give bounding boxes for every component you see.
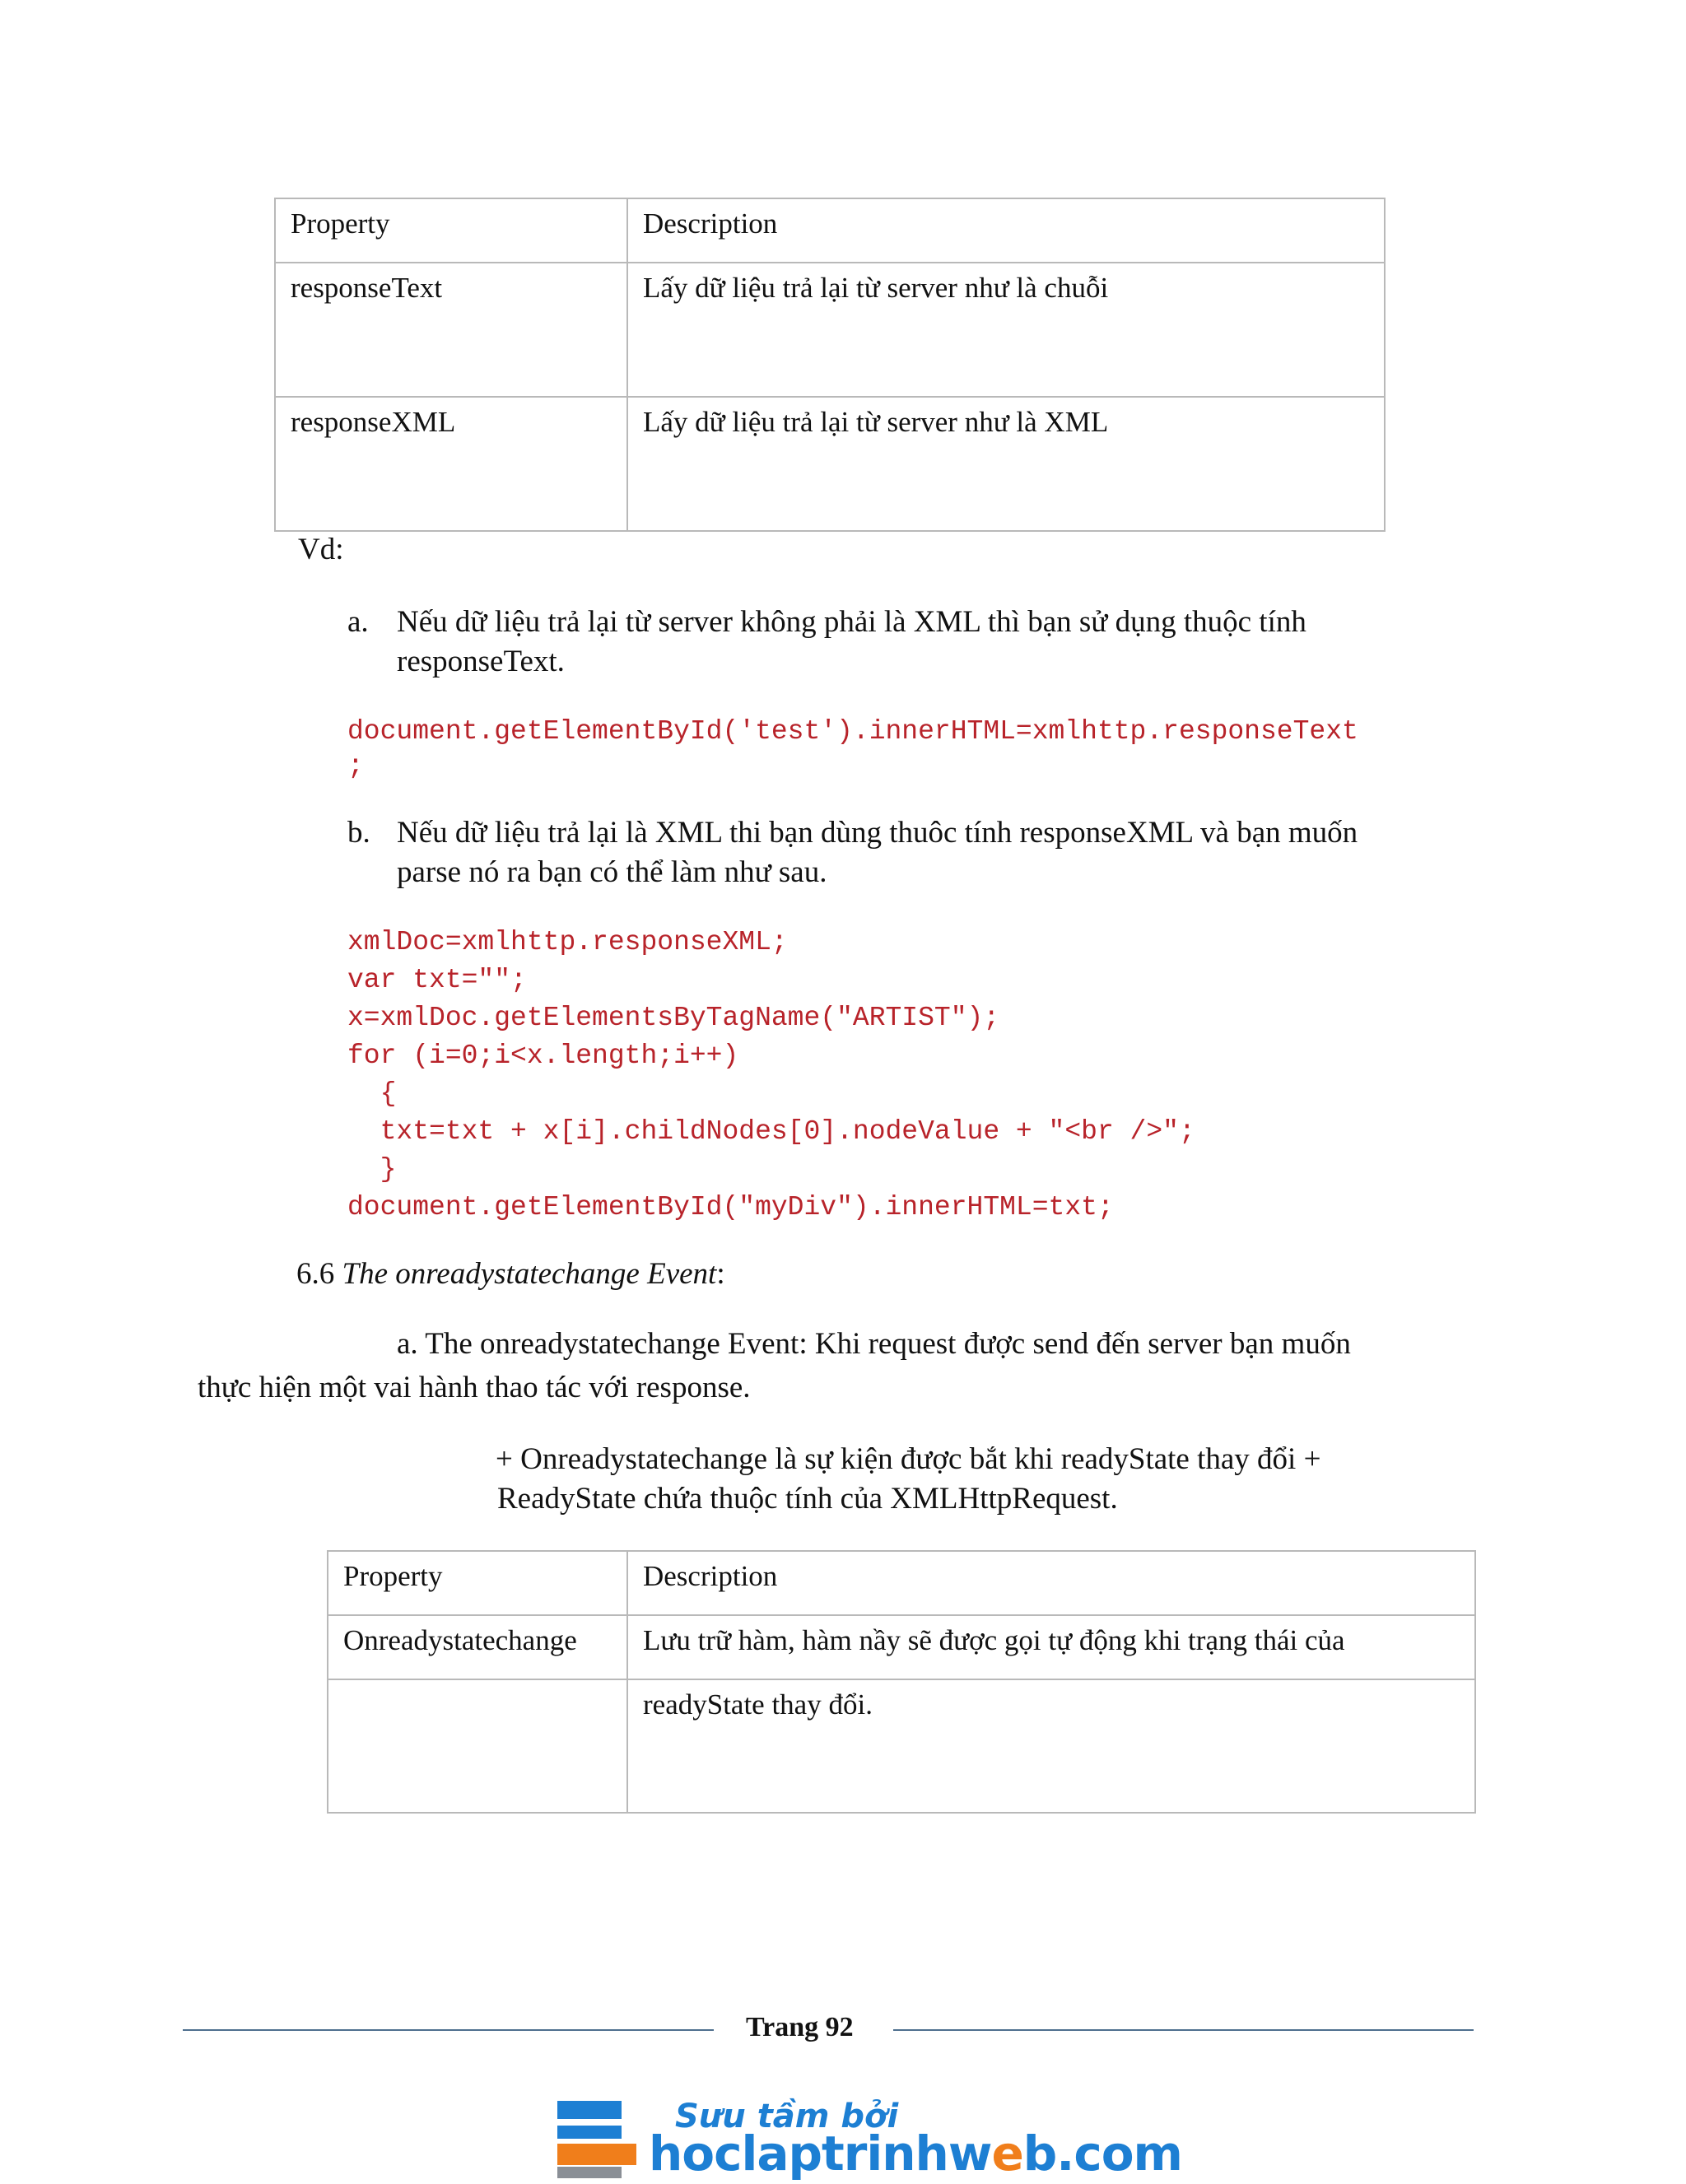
table-row	[328, 1615, 1475, 1679]
section-heading	[296, 1255, 725, 1294]
table-header-description: Description	[627, 198, 1385, 263]
page-number: Trang 92	[746, 2012, 854, 2042]
table-row	[275, 263, 1385, 397]
list-marker-a: a.	[347, 605, 369, 639]
list-item-a-line2: responseText.	[397, 645, 565, 678]
table-cell-property: responseXML	[275, 397, 627, 531]
logo-brand-part2: b.com	[1022, 2126, 1182, 2182]
properties-table-onreadystatechange	[327, 1550, 1476, 1814]
footer-rule-left	[183, 2029, 714, 2031]
code-line: txt=txt + x[i].childNodes[0].nodeValue + "<br />";	[347, 1116, 1195, 1147]
code-line: document.getElementById('test').innerHTML=xmlhttp.responseText	[347, 716, 1358, 747]
table-row	[328, 1679, 1475, 1813]
code-line: xmlDoc=xmlhttp.responseXML;	[347, 927, 788, 957]
code-block	[347, 924, 1195, 1227]
table-header-row	[328, 1551, 1475, 1615]
section-title: The onreadystatechange Event	[342, 1257, 717, 1291]
table-cell-description: Lấy dữ liệu trả lại từ server như là XML	[627, 397, 1385, 531]
table-cell-description: readyState thay đổi.	[627, 1679, 1475, 1813]
table-cell-description: Lưu trữ hàm, hàm nầy sẽ được gọi tự động khi trạng thái của	[627, 1615, 1475, 1679]
paragraph-line: a. The onreadystatechange Event: Khi request được send đến server bạn muốn	[397, 1327, 1351, 1361]
properties-table-response	[274, 198, 1386, 532]
note-line: + Onreadystatechange là sự kiện được bắt khi readyState thay đổi +	[496, 1442, 1321, 1476]
code-line: }	[347, 1154, 397, 1185]
table-header-property: Property	[275, 198, 627, 263]
code-line: var txt="";	[347, 965, 527, 995]
table-cell-description: Lấy dữ liệu trả lại từ server như là chuỗi	[627, 263, 1385, 397]
list-item-b-line1: Nếu dữ liệu trả lại là XML thi bạn dùng thuôc tính responseXML và bạn muốn	[397, 816, 1358, 850]
table-header-property: Property	[328, 1551, 627, 1615]
table-cell-property: responseText	[275, 263, 627, 397]
list-item-a-line1: Nếu dữ liệu trả lại từ server không phải là XML thì bạn sử dụng thuộc tính	[397, 605, 1306, 639]
list-marker-b: b.	[347, 816, 370, 850]
logo-brand-accent: e	[991, 2126, 1023, 2182]
table-header-description: Description	[627, 1551, 1475, 1615]
table-header-row	[275, 198, 1385, 263]
code-line: for (i=0;i<x.length;i++)	[347, 1041, 739, 1071]
code-line: {	[347, 1078, 397, 1109]
table-cell-property: Onreadystatechange	[328, 1615, 627, 1679]
logo-brand-part1: hoclaptrinhw	[649, 2126, 992, 2182]
list-item-b-line2: parse nó ra bạn có thể làm như sau.	[397, 855, 827, 889]
note-line: ReadyState chứa thuộc tính của XMLHttpRequest.	[497, 1482, 1118, 1516]
section-number: 6.6	[296, 1257, 335, 1291]
footer-rule-right	[893, 2029, 1474, 2031]
section-colon: :	[716, 1257, 725, 1291]
logo-icon	[553, 2098, 644, 2180]
table-cell-property	[328, 1679, 627, 1813]
logo-tagline: Sưu tầm bởi	[675, 2098, 899, 2135]
code-line: ;	[347, 751, 364, 781]
code-line: x=xmlDoc.getElementsByTagName("ARTIST");	[347, 1003, 1000, 1033]
example-label: Vd:	[298, 533, 344, 566]
paragraph-line: thực hiện một vai hành thao tác với response.	[198, 1371, 751, 1404]
table-row	[275, 397, 1385, 531]
logo-brand	[649, 2126, 1182, 2182]
code-line: document.getElementById("myDiv").innerHTML=txt;	[347, 1192, 1114, 1222]
